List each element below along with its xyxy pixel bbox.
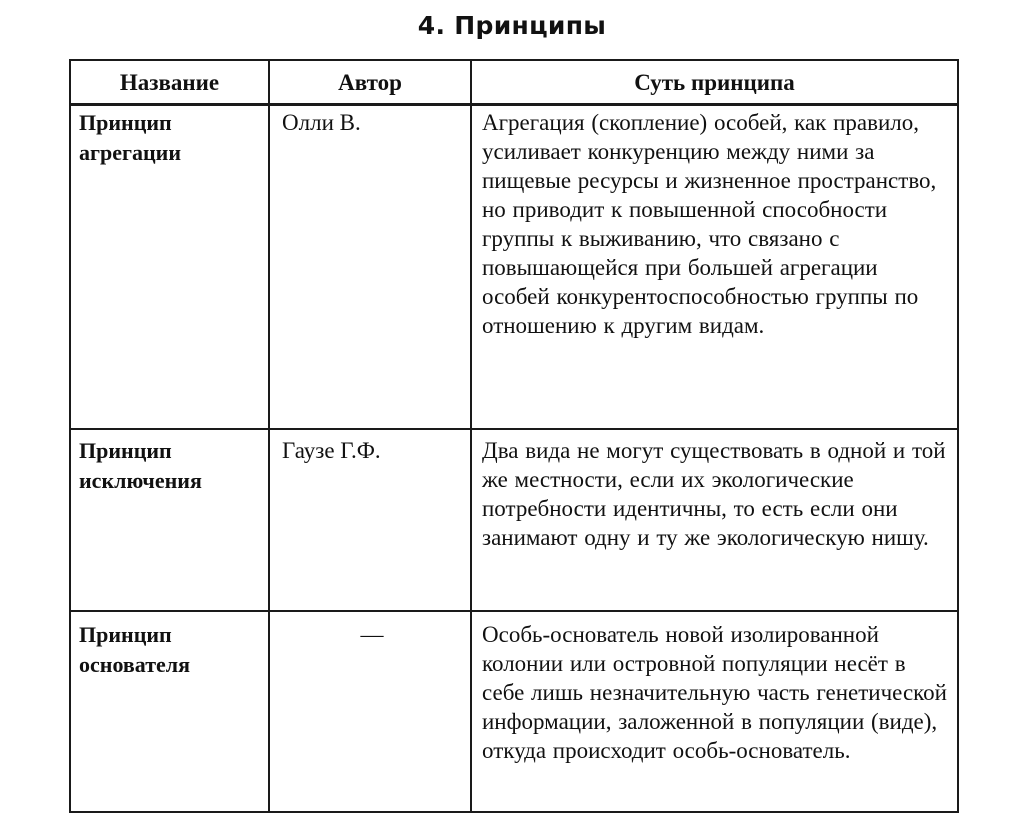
header-name: Название xyxy=(70,60,269,105)
principle-author: Олли В. xyxy=(269,105,471,430)
principle-essence: Агрегация (скопление) особей, как правило, усиливает конкуренцию между ними за пищевые ресурсы и жизненное пространство, но приводит к повышенной способности группы к выживанию, что связано с повышающейся при большей агрегации особей конкурентоспособностью группы по отношению к другим видам. xyxy=(471,105,958,430)
principle-author: Гаузе Г.Ф. xyxy=(269,429,471,611)
table-header-row xyxy=(70,60,958,105)
principle-name: Принцип основателя xyxy=(70,611,269,812)
principle-name: Принцип исключения xyxy=(70,429,269,611)
principle-name: Принцип агрегации xyxy=(70,105,269,430)
page-title: 4. Принципы xyxy=(417,11,607,40)
principle-essence: Два вида не могут существовать в одной и той же местности, если их экологические потребности идентичны, то есть если они занимают одну и ту же экологическую нишу. xyxy=(471,429,958,611)
header-author: Автор xyxy=(269,60,471,105)
principle-author: — xyxy=(269,611,471,812)
table-row xyxy=(70,429,958,611)
table-row xyxy=(70,105,958,430)
table-row xyxy=(70,611,958,812)
header-essence: Суть принципа xyxy=(471,60,958,105)
principles-table xyxy=(69,59,959,813)
principle-essence: Особь-основатель новой изолированной колонии или островной популяции несёт в себе лишь незначительную часть генетической информации, заложенной в популяции (виде), откуда происходит особь-основатель. xyxy=(471,611,958,812)
